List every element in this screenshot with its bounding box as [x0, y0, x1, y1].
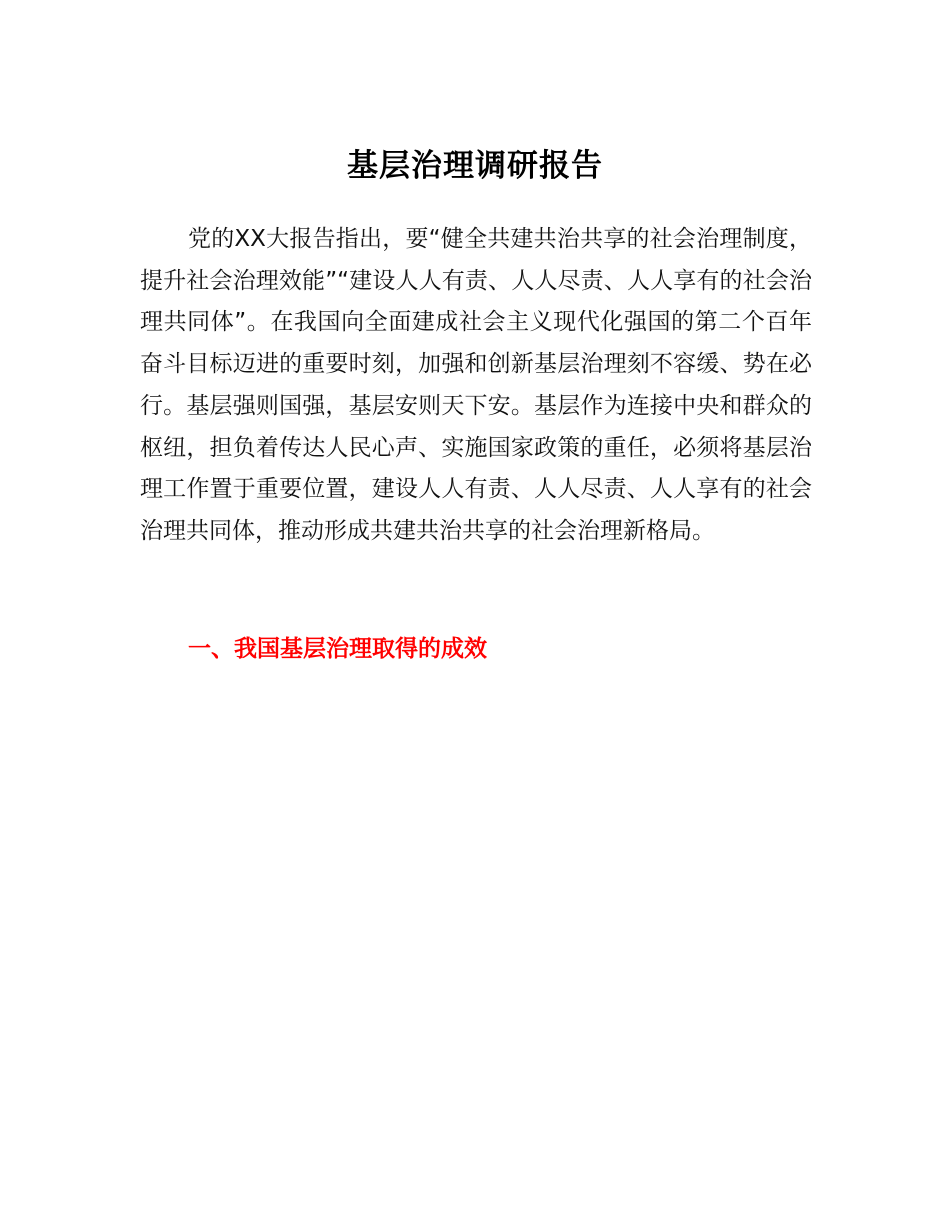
body-paragraph: 党的XX大报告指出，要“健全共建共治共享的社会治理制度，提升社会治理效能”“建设人人有责、人人尽责、人人享有的社会治理共同体”。在我国向全面建成社会主义现代化强国的第二个百年奋斗目标迈进的重要时刻，加强和创新基层治理刻不容缓、势在必行。基层强则国强，基层安则天下安。基层作为连接中央和群众的枢纽，担负着传达人民心声、实施国家政策的重任，必须将基层治理工作置于重要位置，建设人人有责、人人尽责、人人享有的社会治理共同体，推动形成共建共治共享的社会治理新格局。 — [140, 226, 812, 544]
document-title: 基层治理调研报告 — [347, 148, 603, 184]
section-heading: 一、我国基层治理取得的成效 — [188, 636, 487, 662]
